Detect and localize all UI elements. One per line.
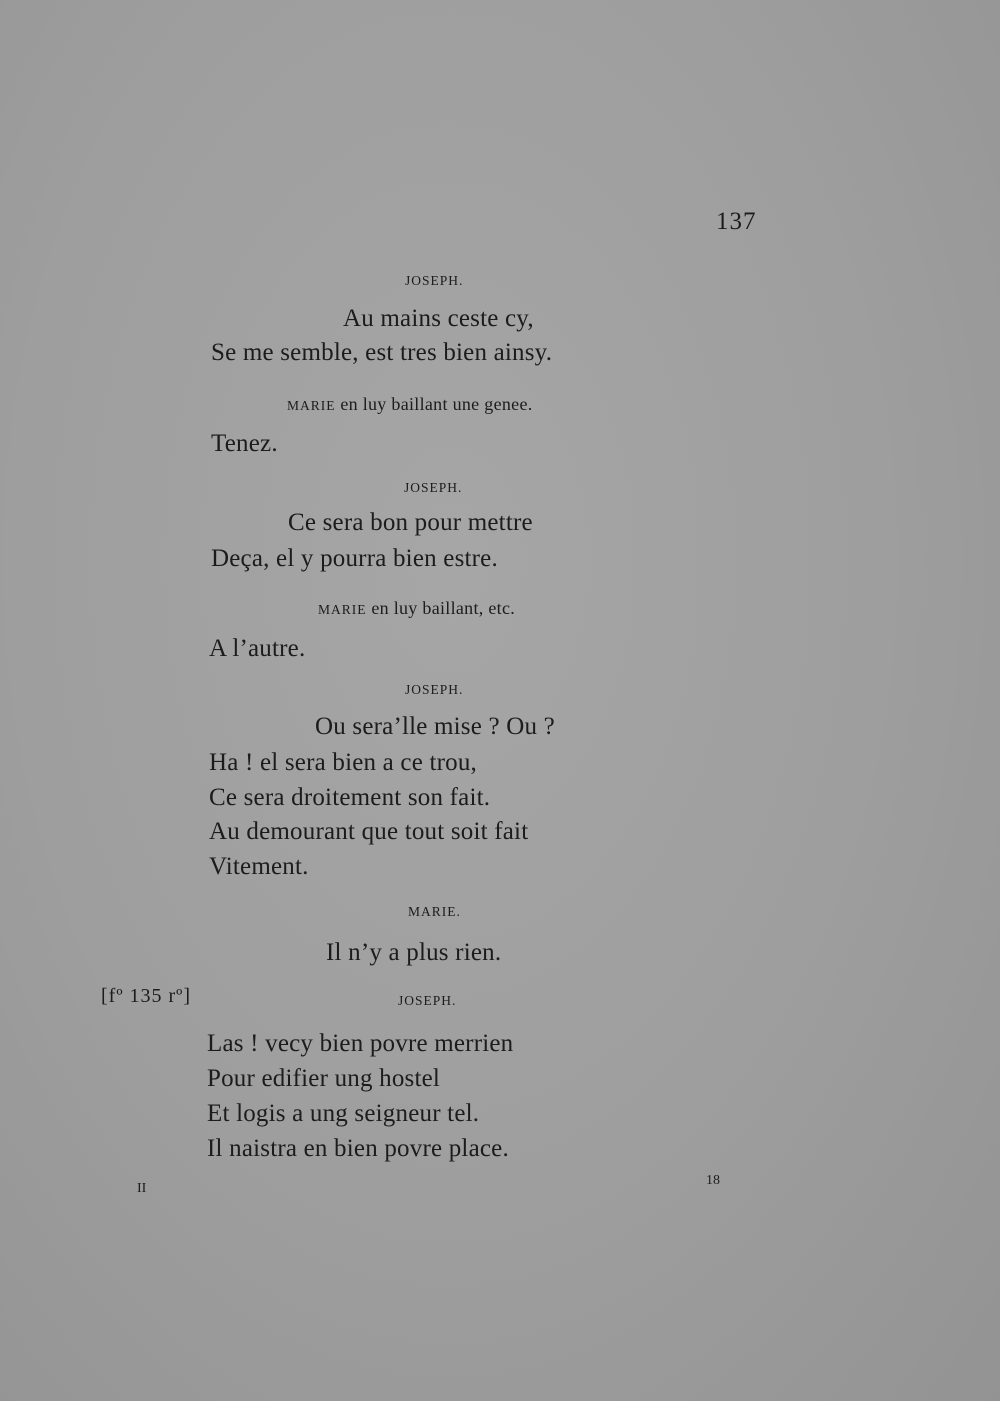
verse-line: Ce sera bon pour mettre <box>288 509 533 536</box>
signature-right: 18 <box>706 1173 720 1188</box>
verse-line: Se me semble, est tres bien ainsy. <box>211 339 553 366</box>
speaker-label: JOSEPH. <box>405 273 464 288</box>
stage-direction <box>318 598 515 619</box>
stage-direction <box>287 394 533 415</box>
speaker-label: MARIE. <box>408 904 461 919</box>
verse-line: Ou sera’lle mise ? Ou ? <box>315 713 555 740</box>
signature-left: II <box>137 1181 147 1196</box>
verse-line: Il naistra en bien povre place. <box>207 1135 509 1162</box>
speaker-label: MARIE <box>318 602 367 617</box>
verse-line: Ce sera droitement son fait. <box>209 784 491 811</box>
direction-text: en luy baillant, etc. <box>371 598 516 618</box>
speaker-label: MARIE <box>287 398 336 413</box>
speaker-label: JOSEPH. <box>405 682 464 697</box>
speaker-label: JOSEPH. <box>404 480 463 495</box>
verse-line: Las ! vecy bien povre merrien <box>207 1030 514 1057</box>
verse-line: Tenez. <box>211 430 278 457</box>
verse-line: Au mains ceste cy, <box>343 305 534 332</box>
verse-line: Pour edifier ung hostel <box>207 1065 441 1092</box>
verse-line: Vitement. <box>209 853 309 880</box>
folio-margin-note: [fº 135 rº] <box>101 985 192 1007</box>
verse-line: Et logis a ung seigneur tel. <box>207 1100 480 1127</box>
verse-line: Deça, el y pourra bien estre. <box>211 545 498 572</box>
speaker-label: JOSEPH. <box>398 993 457 1008</box>
verse-line: A l’autre. <box>209 635 306 662</box>
verse-line: Ha ! el sera bien a ce trou, <box>209 749 477 776</box>
page-number: 137 <box>716 208 757 235</box>
verse-line: Il n’y a plus rien. <box>326 939 502 966</box>
direction-text: en luy baillant une genee. <box>340 394 533 414</box>
verse-line: Au demourant que tout soit fait <box>209 818 529 845</box>
